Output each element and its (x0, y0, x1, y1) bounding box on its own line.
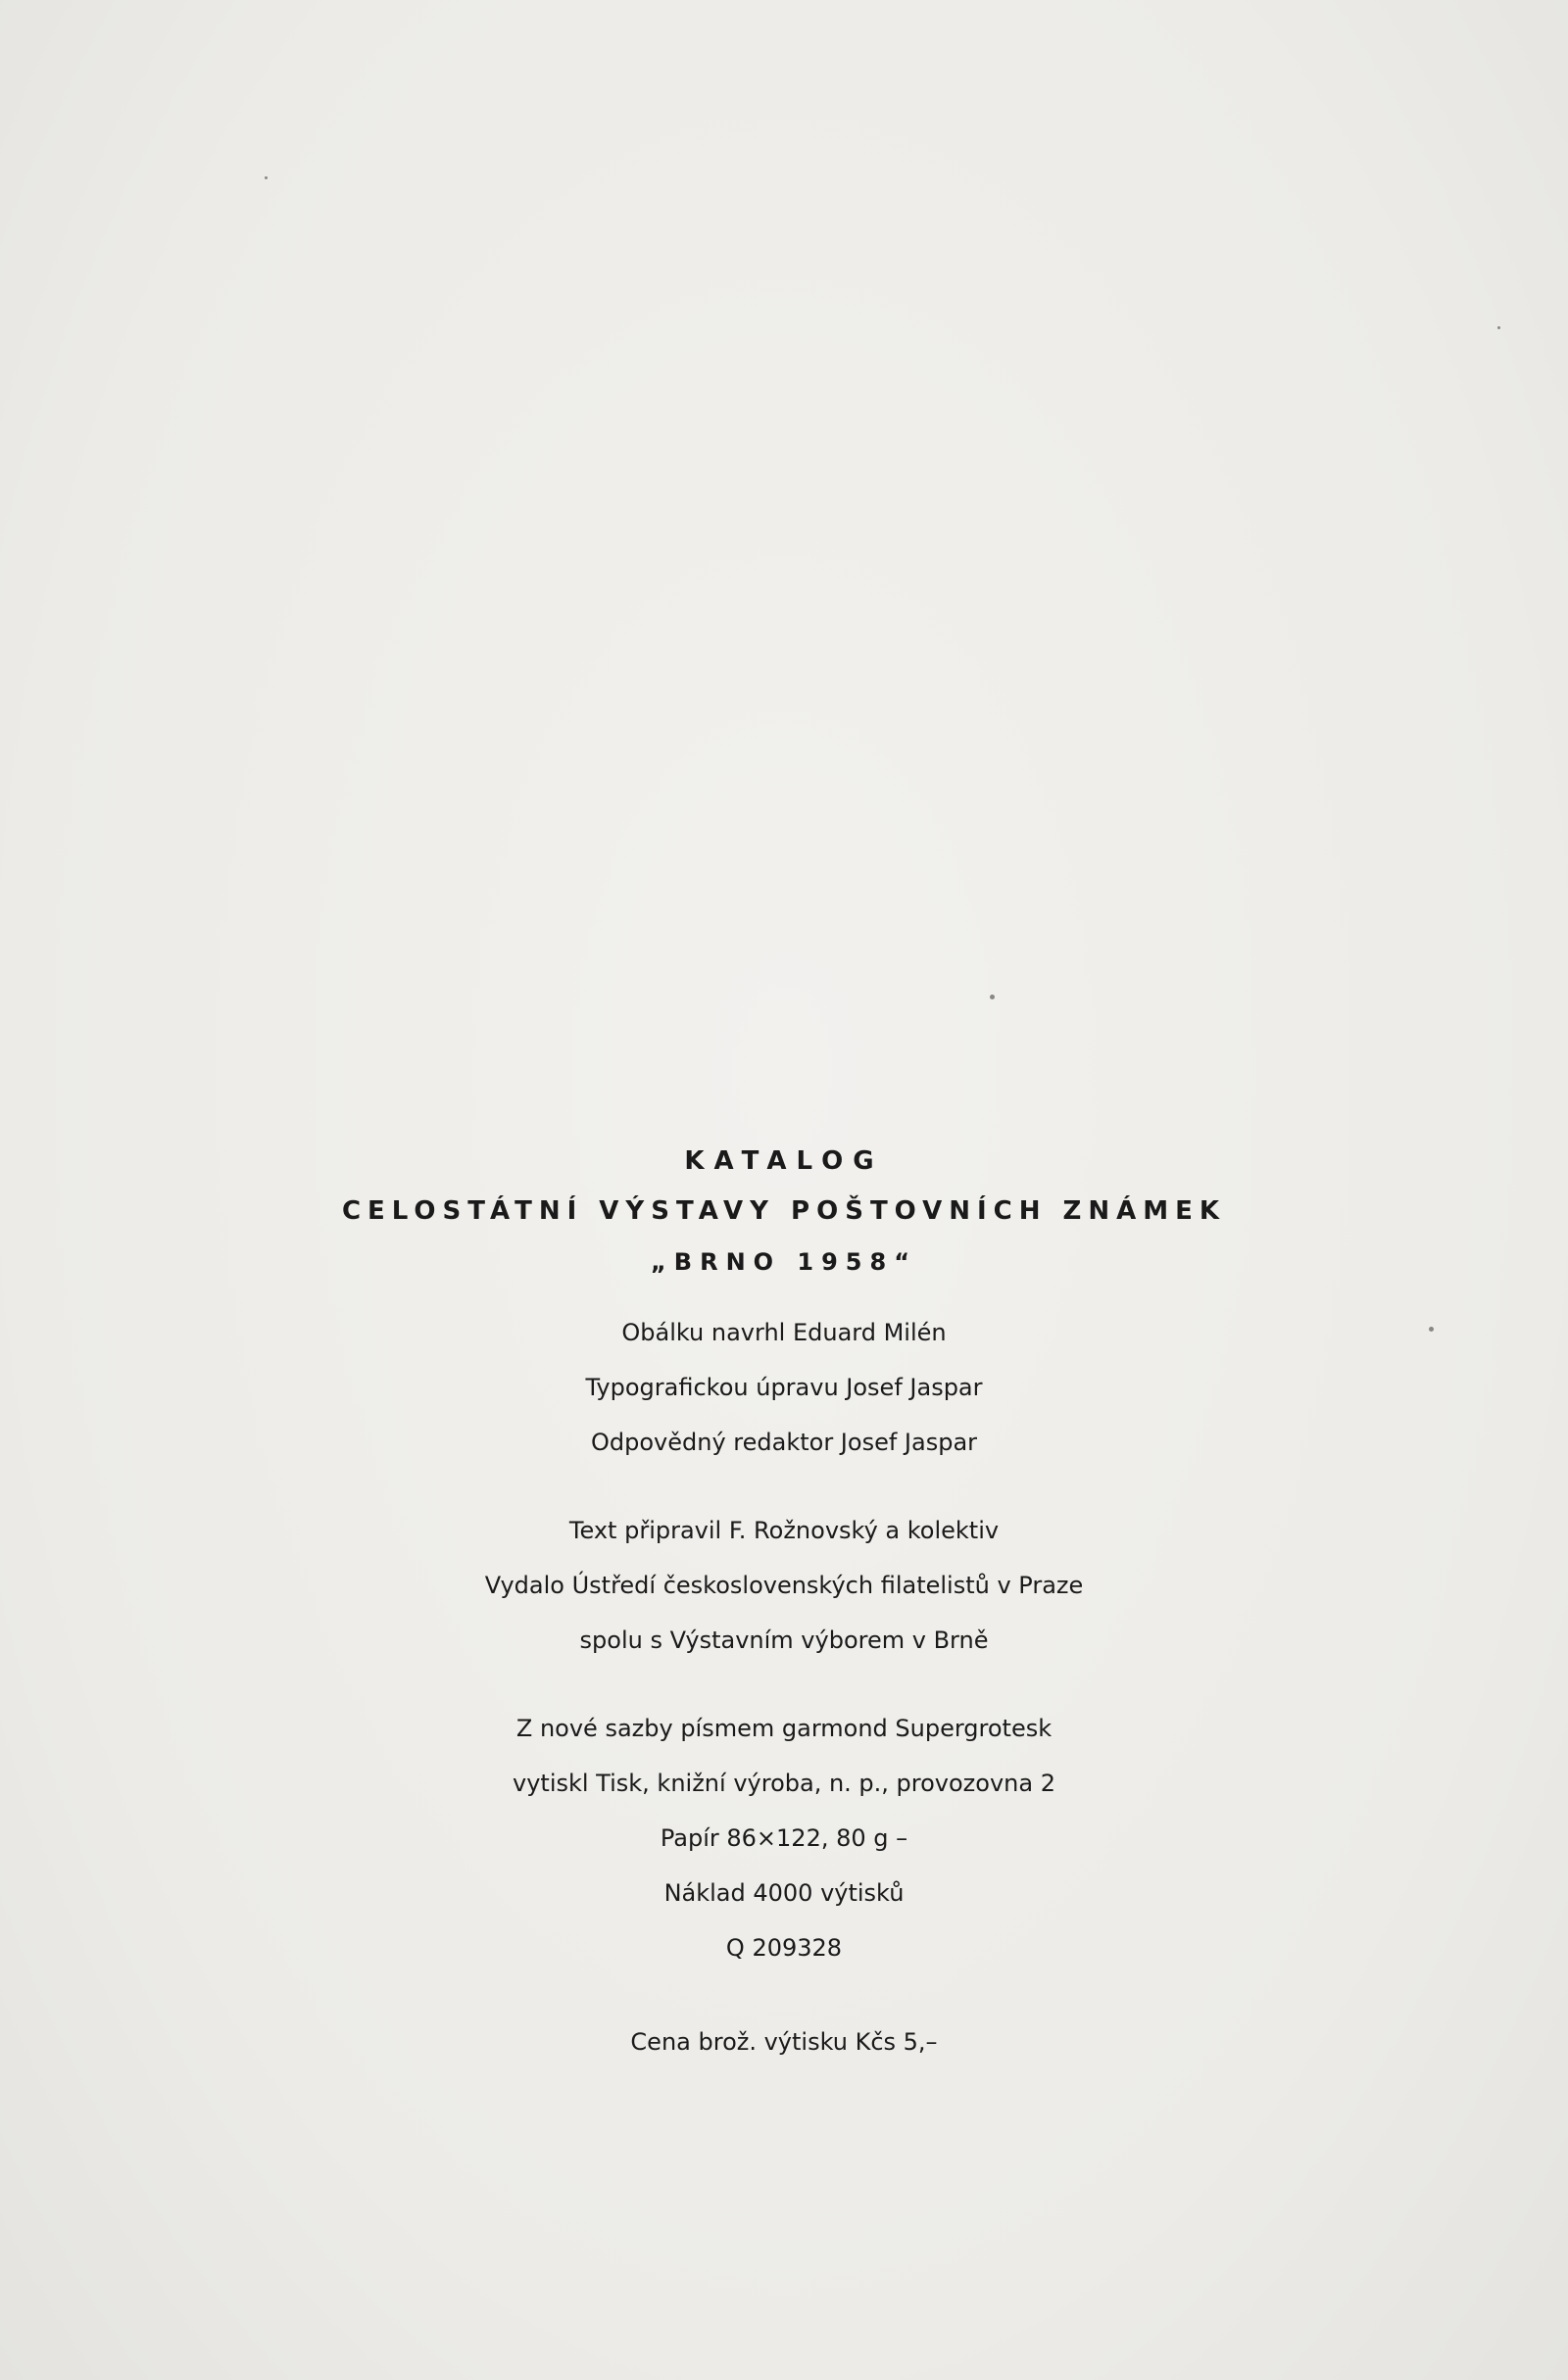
printing-block (0, 1701, 1568, 1975)
printing-line: Papír 86×122, 80 g – (660, 1824, 908, 1852)
price-line: Cena brož. výtisku Kčs 5,– (630, 2028, 938, 2056)
printing-line: Náklad 4000 výtisků (663, 1879, 905, 1907)
printing-line: vytiskl Tisk, knižní výroba, n. p., provozovna 2 (513, 1770, 1055, 1797)
exhibition-place: „BRNO 1958“ (651, 1248, 917, 1276)
publication-line: Text připravil F. Rožnovský a kolektiv (568, 1517, 1000, 1544)
printing-line: Q 209328 (725, 1934, 843, 1962)
printing-line: Z nové sazby písmem garmond Supergrotesk (515, 1715, 1053, 1742)
credits-block (0, 1305, 1568, 1470)
exhibition-subtitle: CELOSTÁTNÍ VÝSTAVY POŠTOVNÍCH ZNÁMEK (341, 1196, 1227, 1226)
catalog-title: KATALOG (684, 1146, 884, 1176)
credit-line: Typografickou úpravu Josef Jaspar (585, 1374, 983, 1401)
speck (265, 176, 268, 179)
credit-line: Odpovědný redaktor Josef Jaspar (590, 1429, 978, 1456)
speck (990, 995, 995, 999)
colophon (0, 1137, 1568, 2069)
speck (1497, 326, 1500, 329)
publication-block (0, 1503, 1568, 1668)
publication-line: spolu s Výstavním výborem v Brně (579, 1627, 989, 1654)
credit-line: Obálku navrhl Eduard Milén (621, 1319, 947, 1346)
publication-line: Vydalo Ústředí československých filatelistů v Praze (484, 1572, 1084, 1599)
